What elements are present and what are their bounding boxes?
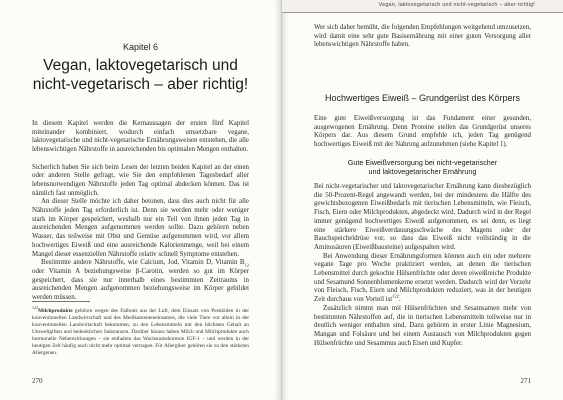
paragraph: An dieser Stelle möchte ich daher betonen, dass dies auch nicht für alle Nährstoffe jeden Tag erforderlich ist. Denn sie werden mehr oder weniger stark im Körper gespeichert, weshalb nur ein Teil von ihnen jeden Tag in ausreichenden Mengen aufgenommen werden sollte. Dazu gehören neben Wasser, das teilweise mit Obst und Gemüse aufgenommen wird, vor allem hochwertiges Eiweiß und eine ausreichende Kalorienmenge, weil bei einem Mangel dieser essenziellen Nährstoffe relativ schnell Symptome entstehen. [32,198,249,258]
paragraph: Bei nicht-vegetarischer und laktovegetarischer Ernährung kann diesbezüglich die 50-Prozent-Regel angewandt werden, bei der mindestens die Hälfte des gewichtsbezogenen Eiweißbedarfs mit tierischen Lebensmitteln, wie Fleisch, Fisch, Eiern oder Milchprodukten, abgedeckt wird. Dadurch wird in der Regel immer genügend hochwertiges Eiweiß aufgenommen, es sei denn, es liegt eine stärkere Eiweißverdauungsschwäche des Magens oder der Bauchspeicheldrüse vor, so dass das Eiweiß nicht vollständig in die Aminosäuren (Eiweißbausteine) aufgespalten wird. [314,183,531,251]
paragraph: Eine gute Eiweißversorgung ist das Fundament einer gesunden, ausgewogenen Ernährung. Denn Proteine stellen das Grundgerüst unseres Körpers dar. Aus diesem Grund empfehle ich, jeden Tag genügend hochwertiges Eiweiß mit der Nahrung aufzunehmen (siehe Kapitel 1). [314,115,531,149]
section-body [314,115,531,150]
right-page [282,0,563,400]
footnote-number: 122 [32,305,38,310]
chapter-title-line: nicht-vegetarisch – aber richtig! [32,76,249,93]
page-number: 270 [32,377,43,385]
subsection-body [314,183,531,348]
section-heading: Hochwertiges Eiweiß – Grundgerüst des Körpers [324,93,521,103]
left-page [0,0,281,400]
paragraph [32,259,249,303]
paragraph-text: Bestimmte andere Nährstoffe, wie Calcium, Jod, Vitamin D, Vitamin B [41,259,245,267]
chapter-label: Kapitel 6 [122,42,159,52]
paragraph: In diesem Kapitel werden die Kernaussagen der ersten fünf Kapitel miteinander kombiniert, wodurch einfach umsetzbare vegane, laktovegetarische und nicht-vegetarische Ernährungsweisen entstehen, die alle lebenswichtigen Nährstoffe in ausreichenden bis optimalen Mengen enthalten. [32,120,249,154]
paragraph-text: Bei Anwendung dieser Ernährungsformen können auch ein oder mehrere vegane Tage pro Woche praktiziert werden, an denen die tierischen Lebensmittel durch gekochte Hülsenfrüchte oder deren eiweißreiche Produkte und Sesamund Sonnenblumenkerne ersetzt werden. Dadurch wird der Verzehr von Fleisch, Fisch, Eiern und Milchprodukten reduziert, was in der heutigen Zeit durchaus von Vorteil ist [314,252,531,304]
paragraph: Zusätzlich nimmt man mit Hülsenfrüchten und Sesamsamen mehr von bestimmten Nährstoffen auf, die in tierischen Lebensmitteln teilweise nur in deutlich weniger enthalten sind. Dazu gehören in erster Linie Magnesium, Mangan und Folsäure und bei einem Austausch von Milchprodukten gegen Hülsenfrüchte und Sesammus auch Eisen und Kupfer. [314,304,531,347]
page-number: 271 [520,377,531,385]
footnote-heading: Milchprodukte [38,307,73,314]
paragraph: Sicherlich haben Sie sich beim Lesen der letzten beiden Kapitel an der einen oder anderen Stelle gefragt, wie Sie den empfohlenen Tagesbedarf aller lebensnotwendigen Nährstoffe jeden Tag optimal abdecken können. Das ist nämlich fast unmöglich. [32,163,249,197]
subsection-heading-line: Gute Eiweißversorgung bei nicht-vegetarischer [347,158,498,167]
chapter-title-line: Vegan, laktovegetarisch und [43,57,238,74]
paragraph: Wer sich daher bemüht, die folgenden Empfehlungen weitgehend umzusetzen, wird damit eine sehr gute Basisernährung mit einer guten Versorgung aller lebenswichtigen Nährstoffe haben. [314,24,531,49]
running-head-text: Vegan, laktovegetarisch und nicht-vegetarisch – aber richtig! [378,2,535,8]
paragraph: Bei Anwendung dieser Ernährungsformen können auch ein oder mehrere vegane Tage pro Woche praktiziert werden, an denen die tierischen Lebensmittel durch gekochte Hülsenfrüchte oder deren eiweißreiche Produkte und Sesamund Sonnenblumenkerne ersetzt werden. Dadurch wird der Verzehr von Fleisch, Fisch, Eiern und Milchprodukten reduziert, was in der heutigen Zeit durchaus von Vorteil ist$^{122}$. [314,252,531,304]
paragraph-text: oder Vitamin A beziehungsweise β-Carotin, werden so gut im Körper gespeichert, dass sie nur innerhalb eines bestimmten Zeitraums in ausreichenden Mengen aufgenommen beziehungsweise im Körper gebildet werden müssen. [32,267,249,302]
subsection-heading-line: und laktovegetarischer Ernährung [368,167,477,176]
running-head [282,0,563,13]
footnote [32,304,249,357]
footnote-reference: 122 [392,293,399,299]
footnote-rule [32,301,90,302]
subsection-heading [314,158,531,176]
subscript: 12 [244,262,249,268]
footnote-text: gehören wegen des Fallouts aus der Luft, dem Einsatz von Pestiziden in der konventionellen Landwirtschaft und des Medikamenteneinsatzes, die viele Tiere vor allem in der konventionellen Landwirtschaft bekommen, zu den Lebensmitteln mit den höchsten Gehalt an Umweltgiften und bedenklichen Substanzen. Darüber hinaus haben Milch und Milchprodukte auch hormonelle Nebenwirkungen – sie enthalten das Wachstumshormon IGF-1 – und werden in der heutigen Zeit häufig auch nicht mehr optimal vertragen. Für Allergiker gehören sie zu den stärksten Allergenen. [32,307,249,356]
chapter-title [30,56,251,94]
left-body-text [32,120,249,303]
intro-text [314,24,531,50]
